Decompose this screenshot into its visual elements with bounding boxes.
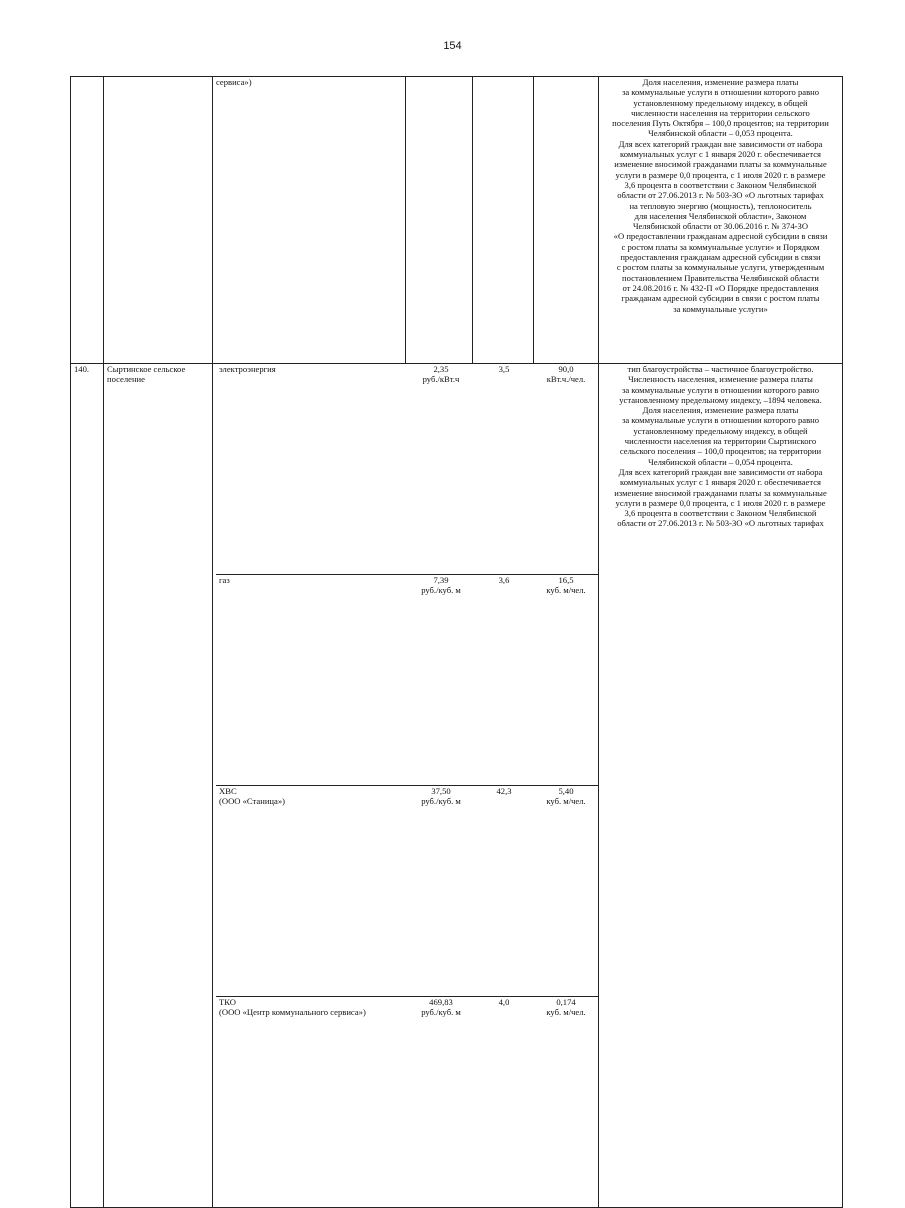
note-line: установленному предельному индексу, в общей [633, 425, 808, 436]
note-line: на тепловую энергию (мощность), теплоноситель [629, 200, 812, 211]
tariff-unit: руб./куб. м [421, 1007, 461, 1018]
norm-value: 0,174 [556, 997, 576, 1007]
note-line: установленному предельному индексу, в общей [633, 97, 808, 108]
table-row [71, 77, 843, 364]
tariff-value: 2,35 [433, 364, 449, 374]
note-line: численности населения на территории Сыртинского [624, 436, 817, 447]
service-row [216, 364, 598, 575]
note-line: области от 27.06.2013 г. № 503-ЗО «О льготных тарифах [617, 190, 824, 201]
tariff-value: 469,83 [429, 997, 453, 1007]
norm-unit: куб. м/чел. [546, 796, 586, 807]
service-name: газ [219, 575, 230, 585]
settlement-cell [104, 77, 213, 364]
row-number-cell [71, 364, 104, 1208]
note-line: услуги в размере 0,0 процента, с 1 июля 2020 г. в размере [615, 169, 826, 180]
index-cell [473, 77, 534, 364]
row-number: 140. [74, 364, 90, 374]
service-cell [213, 77, 406, 364]
note-cell [599, 364, 843, 1208]
note-line: постановлением Правительства Челябинской области [622, 272, 819, 283]
tariff-value: 7,39 [433, 575, 449, 585]
index-value: 42,3 [496, 786, 512, 796]
service-provider: (ООО «Центр коммунального сервиса») [219, 1007, 366, 1018]
note-line: коммунальных услуг с 1 января 2020 г. обеспечивается [620, 149, 821, 160]
note-line: 3,6 процента в соответствии с Законом Челябинской [624, 508, 817, 519]
note-line: за коммунальные услуги в отношении которого равно [621, 415, 820, 426]
service-name: ТКО [219, 997, 236, 1007]
note-line: изменение вносимой гражданами платы за коммунальные [614, 487, 827, 498]
note-line: установленному предельному индексу, –1894 человека. [619, 394, 822, 405]
tariff-unit: руб./куб. м [421, 796, 461, 807]
service-provider: (ООО «Станица») [219, 796, 285, 807]
norm-value: 90,0 [558, 364, 574, 374]
tariff-table [70, 76, 843, 1208]
service-row [216, 997, 598, 1208]
note-line: области от 27.06.2013 г. № 503-ЗО «О льготных тарифах [617, 518, 824, 529]
note-line: гражданам адресной субсидии в связи с ростом платы [621, 293, 820, 304]
note-line: за коммунальные услуги в отношении которого равно [621, 384, 820, 395]
tariff-value: 37,50 [431, 786, 451, 796]
norm-value: 16,5 [558, 575, 574, 585]
note-line: Доля населения, изменение размера платы [642, 405, 799, 416]
note-line: Для всех категорий граждан вне зависимости от набора [618, 466, 823, 477]
note-line: поселения Путь Октября – 100,0 процентов; на территории [612, 118, 829, 129]
note-line: с ростом платы за коммунальные услуги» и Порядком [621, 241, 820, 252]
tariff-unit: руб./кВт.ч [422, 374, 460, 385]
note-line: за коммунальные услуги в отношении которого равно [621, 87, 820, 98]
service-row [216, 786, 598, 997]
note-line: Челябинской области – 0,053 процента. [648, 128, 793, 139]
row-number-cell [71, 77, 104, 364]
note-line: Для всех категорий граждан вне зависимости от набора [618, 138, 823, 149]
index-value: 3,6 [498, 575, 510, 585]
note-line: Челябинской области – 0,054 процента. [648, 456, 793, 467]
note-line: численности населения на территории сельского [631, 107, 810, 118]
services-table [216, 364, 598, 1207]
service-name: электроэнергия [219, 364, 276, 374]
note-line: услуги в размере 0,0 процента, с 1 июля 2020 г. в размере [615, 497, 826, 508]
note-line: за коммунальные услуги» [673, 303, 768, 314]
note-line: коммунальных услуг с 1 января 2020 г. обеспечивается [620, 477, 821, 488]
note-line: для населения Челябинской области», Законом [634, 210, 807, 221]
page-number: 154 [443, 40, 462, 52]
note-line: 3,6 процента в соответствии с Законом Челябинской [624, 179, 817, 190]
service-name-tail: сервиса») [216, 77, 252, 87]
norm-unit: кВт.ч./чел. [546, 374, 586, 385]
table-row [71, 364, 843, 1208]
norm-cell [534, 77, 599, 364]
note-line: от 24.08.2016 г. № 432-П «О Порядке предоставления [622, 282, 819, 293]
tariff-unit: руб./куб. м [421, 585, 461, 596]
tariff-cell [406, 77, 473, 364]
note-line: Челябинской области от 30.06.2016 г. № 374-ЗО [632, 221, 809, 232]
note-line: с ростом платы за коммунальные услуги, утвержденным [616, 262, 825, 273]
settlement-name: Сыртинское сельское поселение [107, 364, 186, 385]
note-line: тип благоустройства – частичное благоустройство. [627, 364, 814, 374]
service-name: ХВС [219, 786, 237, 796]
settlement-cell [104, 364, 213, 1208]
norm-unit: куб. м/чел. [546, 1007, 586, 1018]
note-line: Численность населения, изменение размера платы [628, 374, 813, 385]
note-line: изменение вносимой гражданами платы за коммунальные [614, 159, 827, 170]
services-block [213, 364, 599, 1208]
norm-unit: куб. м/чел. [546, 585, 586, 596]
note-line: Доля населения, изменение размера платы [642, 77, 799, 87]
note-line: предоставления гражданам адресной субсидии в связи [620, 252, 821, 263]
service-row [216, 575, 598, 786]
index-value: 3,5 [498, 364, 510, 374]
note-cell [599, 77, 843, 364]
note-line: «О предоставлении гражданам адресной субсидии в связи [613, 231, 828, 242]
index-value: 4,0 [498, 997, 510, 1007]
note-line: сельского поселения – 100,0 процентов; на территории [619, 446, 822, 457]
norm-value: 5,40 [558, 786, 574, 796]
